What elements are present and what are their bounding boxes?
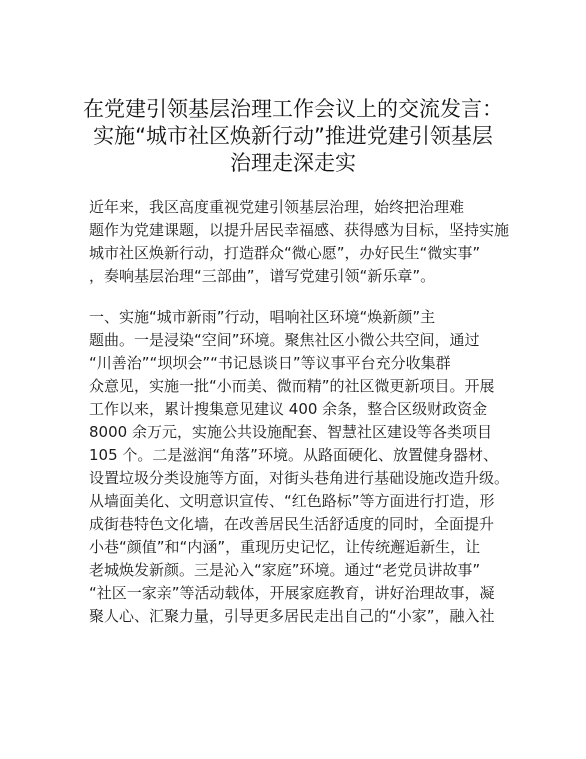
text-line: 众意见，实施一批“小而美、微而精”的社区微更新项目。开展 xyxy=(89,377,495,395)
text-line: 设置垃圾分类设施等方面，对街头巷角进行基础设施改造升级。 xyxy=(89,469,510,487)
text-line: 8000 余万元，实施公共设施配套、智慧社区建设等各类项目 xyxy=(89,423,492,441)
text-line: ，奏响基层治理“三部曲”，谱写党建引领“新乐章”。 xyxy=(89,267,436,285)
document-title xyxy=(60,96,526,177)
text-line: 一、实施“城市新雨”行动，唱响社区环境“焕新颜”主 xyxy=(89,308,436,326)
text-line: 小巷“颜值”和“内涵”，重现历史记忆，让传统邂逅新生，让 xyxy=(89,538,481,556)
paragraph-section-one xyxy=(89,306,510,628)
text-line: 近年来，我区高度重视党建引领基层治理，始终把治理难 xyxy=(89,198,465,216)
text-line: 题曲。一是浸染“空间”环境。聚焦社区小微公共空间，通过 xyxy=(89,331,480,349)
text-line: 题作为党建课题，以提升居民幸福感、获得感为目标，坚持实施 xyxy=(89,221,510,239)
text-line: 从墙面美化、文明意识宣传、“红色路标”等方面进行打造，形 xyxy=(89,492,495,510)
text-line: “川善治”“坝坝会”“书记恳谈日”等议事平台充分收集群 xyxy=(89,354,451,372)
text-line: 工作以来，累计搜集意见建议 400 余条，整合区级财政资金 xyxy=(89,400,488,418)
title-line: 实施“城市社区焕新行动”推进党建引领基层 xyxy=(93,124,493,148)
text-line: 城市社区焕新行动，打造群众“微心愿”，办好民生“微实事” xyxy=(89,244,481,262)
paragraph-intro xyxy=(89,196,510,288)
text-line: 老城焕发新颜。三是沁入“家庭”环境。通过“老党员讲故事” xyxy=(89,561,481,579)
paragraph-gap xyxy=(89,288,499,306)
text-line: 105 个。二是滋润“角落”环境。从路面硬化、放置健身器材、 xyxy=(89,446,498,464)
document-body xyxy=(89,196,510,628)
text-line: 成街巷特色文化墙，在改善居民生活舒适度的同时，全面提升 xyxy=(89,515,495,533)
text-line: 聚人心、汇聚力量，引导更多居民走出自己的“小家”，融入社 xyxy=(89,607,495,625)
title-line: 治理走深走实 xyxy=(230,151,356,175)
text-line: “社区一家亲”等活动载体，开展家庭教育，讲好治理故事，凝 xyxy=(89,584,495,602)
title-line: 在党建引领基层治理工作会议上的交流发言： xyxy=(83,97,503,121)
